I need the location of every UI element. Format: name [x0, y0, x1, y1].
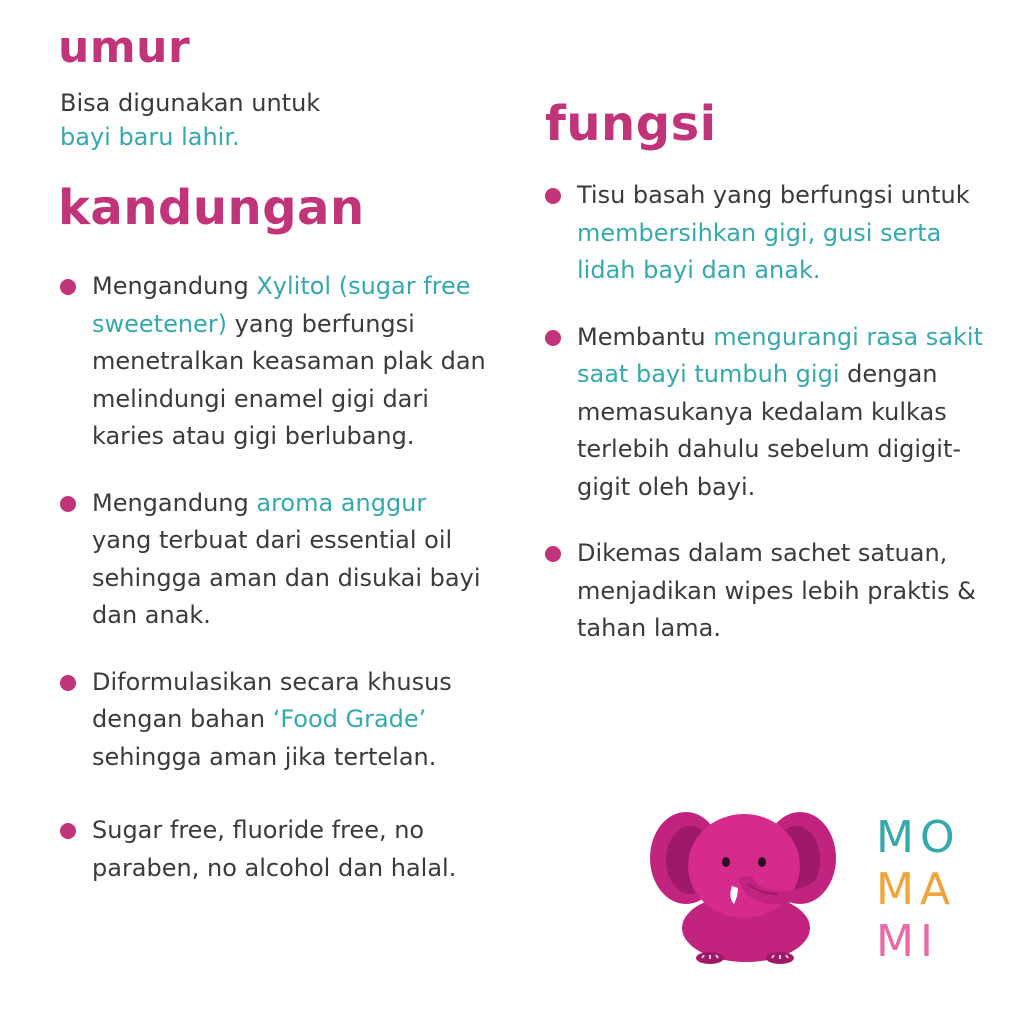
logo-line-2: MA: [876, 864, 957, 915]
momami-logo: [876, 812, 986, 968]
item-text: yang terbuat dari essential oil sehingga aman dan disukai bayi dan anak.: [92, 526, 481, 629]
kandungan-list: [60, 268, 490, 916]
item-text: dengan memasukanya kedalam kulkas terlebih dahulu sebelum digigit-gigit oleh bayi.: [577, 360, 962, 501]
bullet-dot-icon: [60, 675, 76, 691]
logo-line-1: MO: [876, 812, 961, 863]
kandungan-heading: kandungan: [58, 180, 365, 236]
pink-elephant-mascot-icon: [648, 800, 848, 965]
bullet-dot-icon: [545, 188, 561, 204]
item-text: Dikemas dalam sachet satuan, menjadikan wipes lebih praktis & tahan lama.: [577, 539, 976, 642]
fungsi-item-teething: [545, 319, 995, 507]
kandungan-item-aroma: [60, 485, 490, 635]
bullet-dot-icon: [60, 279, 76, 295]
bullet-dot-icon: [60, 823, 76, 839]
item-text: Mengandung: [92, 488, 257, 517]
logo-line-3: MI: [876, 916, 939, 967]
item-text: Membantu: [577, 322, 714, 351]
umur-heading: umur: [58, 22, 191, 73]
bullet-dot-icon: [545, 330, 561, 346]
item-text: yang berfungsi menetralkan keasaman plak dan melindungi enamel gigi dari karies atau gigi berlubang.: [92, 309, 486, 450]
umur-line: Bisa digunakan untuk: [60, 89, 321, 117]
item-text: sehingga aman jika tertelan.: [92, 742, 437, 771]
fungsi-heading: fungsi: [545, 96, 717, 152]
item-highlight: Xylitol (sugar free sweetener): [92, 272, 471, 338]
fungsi-list: [545, 177, 995, 677]
kandungan-item-food-grade: [60, 664, 490, 777]
bullet-dot-icon: [60, 496, 76, 512]
item-highlight: ‘Food Grade’: [272, 705, 427, 733]
item-highlight: mengurangi rasa sakit saat bayi tumbuh gigi: [577, 322, 983, 388]
kandungan-item-xylitol: [60, 268, 490, 456]
bullet-dot-icon: [545, 546, 561, 562]
item-text: Tisu basah yang berfungsi untuk: [577, 181, 970, 209]
item-text: Sugar free, fluoride free, no paraben, no alcohol dan halal.: [92, 816, 457, 882]
kandungan-item-free-from: [60, 812, 490, 887]
item-text: Mengandung: [92, 272, 257, 300]
item-text: Diformulasikan secara khusus dengan bahan: [92, 667, 452, 733]
item-highlight: aroma anggur: [256, 488, 427, 517]
umur-highlight: bayi baru lahir.: [60, 123, 240, 151]
item-highlight: membersihkan gigi, gusi serta lidah bayi dan anak.: [577, 218, 942, 284]
fungsi-item-sachet: [545, 535, 995, 648]
umur-description: [60, 86, 460, 154]
fungsi-item-clean: [545, 177, 995, 290]
